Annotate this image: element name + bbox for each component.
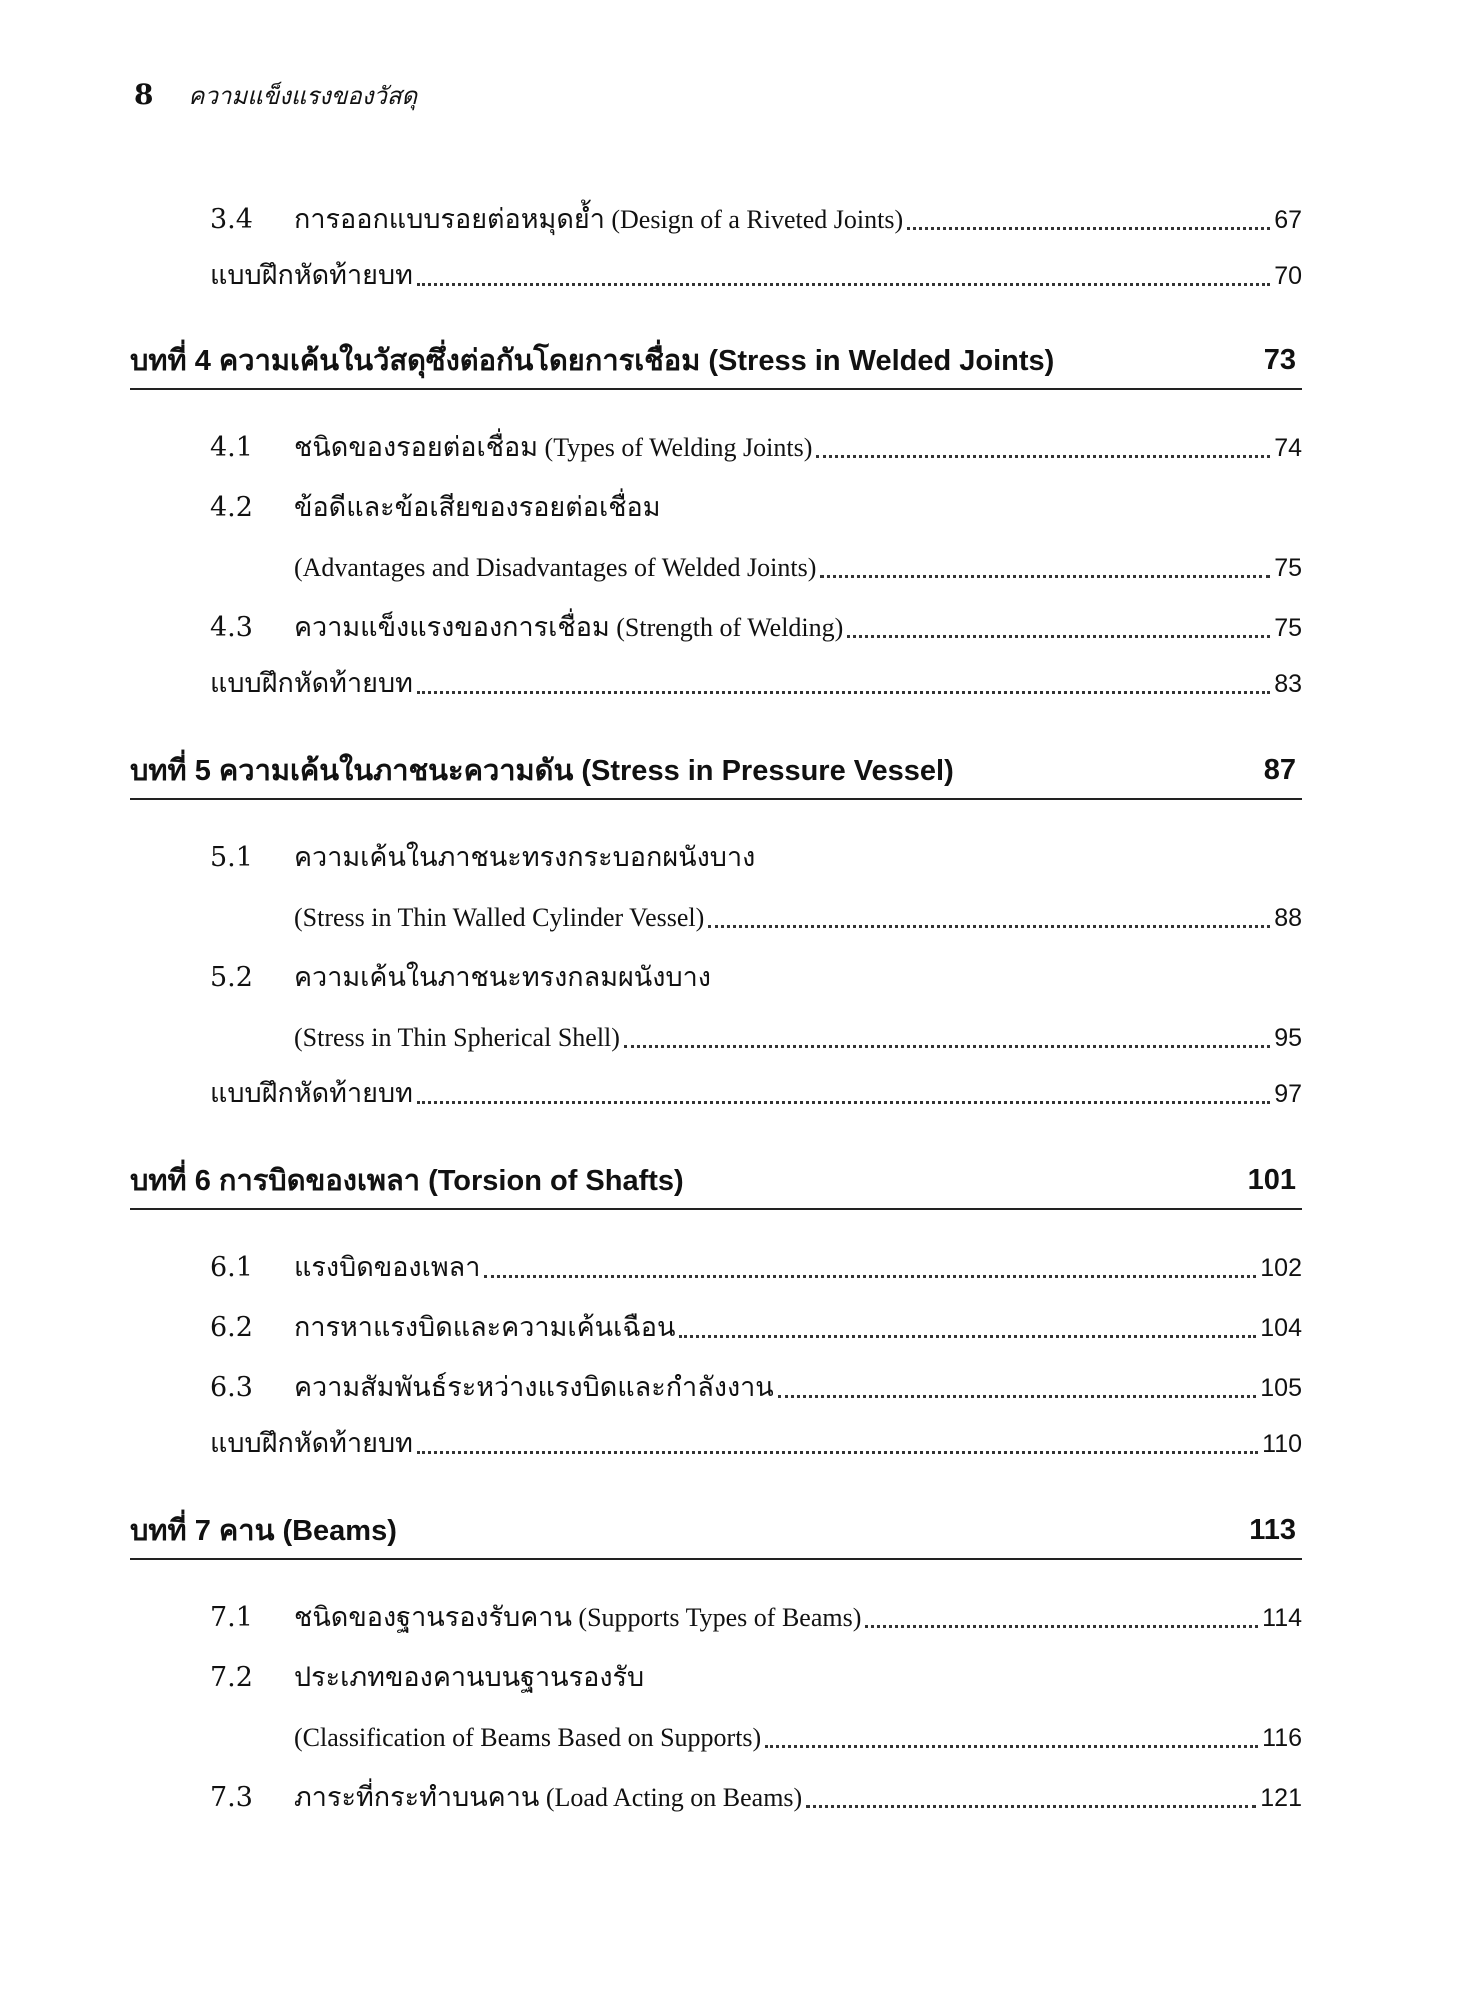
toc-entry-title-english: (Load Acting on Beams) <box>539 1783 803 1812</box>
toc-entry-title-english: (Supports Types of Beams) <box>571 1603 862 1632</box>
toc-entry-title <box>210 1074 413 1114</box>
toc-entry-title <box>294 608 843 648</box>
page-header <box>134 76 417 115</box>
toc-entry-title <box>294 1718 761 1758</box>
toc-entry-title-thai: แบบฝึกหัดท้ายบท <box>210 260 413 291</box>
toc-entry-page: 67 <box>1274 206 1302 234</box>
toc-entry-number: 5.2 <box>210 962 253 993</box>
toc-entry[interactable] <box>210 608 1302 648</box>
dot-leader <box>417 691 1270 694</box>
toc-entry-title-thai: แบบฝึกหัดท้ายบท <box>210 668 413 699</box>
toc-entry-page: 102 <box>1260 1254 1302 1282</box>
toc-entry-title <box>294 1778 802 1818</box>
toc-entry-title-english: (Types of Welding Joints) <box>538 433 813 462</box>
toc-exercise-row[interactable] <box>210 256 1302 296</box>
toc-entry-title-thai: แบบฝึกหัดท้ายบท <box>210 1078 413 1109</box>
chapter-page: 113 <box>1249 1513 1296 1546</box>
chapter-page: 87 <box>1263 753 1296 786</box>
dot-leader <box>806 1805 1256 1808</box>
toc-entry[interactable] <box>210 1308 1302 1348</box>
chapter-title: บทที่ 6 การบิดของเพลา (Torsion of Shafts) <box>130 1165 684 1197</box>
toc-entry-title <box>294 958 711 998</box>
toc-entry-title-thai: ประเภทของคานบนฐานรองรับ <box>294 1662 645 1693</box>
toc-entry[interactable] <box>210 488 1302 528</box>
toc-entry-number: 7.1 <box>210 1602 253 1633</box>
dot-leader <box>679 1335 1256 1338</box>
toc-entry-page: 75 <box>1274 554 1302 582</box>
toc-entry-title-thai: ความแข็งแรงของการเชื่อม <box>294 612 610 643</box>
toc-entry-number: 6.1 <box>210 1252 253 1283</box>
toc-entry-title <box>294 1018 620 1058</box>
toc-entry-page: 70 <box>1274 262 1302 290</box>
dot-leader <box>865 1625 1258 1628</box>
dot-leader <box>417 1451 1258 1454</box>
toc-entry-title <box>294 1598 861 1638</box>
toc-entry-title-english: (Stress in Thin Walled Cylinder Vessel) <box>294 903 705 932</box>
toc-entry-title <box>294 1248 480 1288</box>
chapter-title: บทที่ 5 ความเค้นในภาชนะความดัน (Stress in Pressure Vessel) <box>130 755 954 787</box>
toc-entry-title-thai: ข้อดีและข้อเสียของรอยต่อเชื่อม <box>294 492 661 523</box>
chapter-page: 73 <box>1263 343 1296 376</box>
chapter-heading[interactable] <box>130 1152 1302 1210</box>
running-title: ความแข็งแรงของวัสดุ <box>188 82 418 110</box>
toc-entry-page: 121 <box>1260 1784 1302 1812</box>
dot-leader <box>484 1275 1256 1278</box>
toc-entry-number: 4.2 <box>210 492 253 523</box>
toc-entry-page: 83 <box>1274 670 1302 698</box>
toc-entry[interactable] <box>294 1018 1302 1058</box>
dot-leader <box>765 1745 1258 1748</box>
toc-exercise-row[interactable] <box>210 1074 1302 1114</box>
toc-entry-title-thai: การหาแรงบิดและความเค้นเฉือน <box>294 1312 676 1343</box>
toc-entry-title <box>294 1658 644 1698</box>
toc-entry-title-english: (Stress in Thin Spherical Shell) <box>294 1023 620 1052</box>
toc-entry-title <box>294 488 661 528</box>
dot-leader <box>820 575 1270 578</box>
toc-entry-page: 95 <box>1274 1024 1302 1052</box>
chapter-title: บทที่ 4 ความเค้นในวัสดุซึ่งต่อกันโดยการเชื่อม (Stress in Welded Joints) <box>130 345 1055 377</box>
toc-entry-title-thai: การออกแบบรอยต่อหมุดย้ำ <box>294 204 605 235</box>
toc-entry-title-english: (Classification of Beams Based on Supports) <box>294 1723 762 1752</box>
chapter-heading[interactable] <box>130 742 1302 800</box>
toc-entry-number: 3.4 <box>210 204 253 235</box>
toc-entry-title-thai: ชนิดของฐานรองรับคาน <box>294 1602 572 1633</box>
toc-entry[interactable] <box>210 1778 1302 1818</box>
toc-entry[interactable] <box>210 958 1302 998</box>
toc-entry[interactable] <box>210 200 1302 240</box>
toc-entry-title-thai: แรงบิดของเพลา <box>294 1252 481 1283</box>
toc-entry-title-thai: ความสัมพันธ์ระหว่างแรงบิดและกำลังงาน <box>294 1372 774 1403</box>
toc-entry-title-english: (Design of a Riveted Joints) <box>604 205 904 234</box>
toc-entry-title <box>210 1424 413 1464</box>
toc-entry-title-thai: ชนิดของรอยต่อเชื่อม <box>294 432 539 463</box>
toc-entry[interactable] <box>210 1598 1302 1638</box>
chapter-title: บทที่ 7 คาน (Beams) <box>130 1515 397 1547</box>
toc-entry-page: 104 <box>1260 1314 1302 1342</box>
toc-entry[interactable] <box>294 548 1302 588</box>
toc-entry-number: 6.2 <box>210 1312 253 1343</box>
toc-entry[interactable] <box>210 1368 1302 1408</box>
dot-leader <box>417 1101 1270 1104</box>
toc-entry-page: 88 <box>1274 904 1302 932</box>
chapter-heading[interactable] <box>130 332 1302 390</box>
toc-entry-title <box>294 1308 675 1348</box>
toc-entry-number: 4.3 <box>210 612 253 643</box>
toc-entry-title-english: (Advantages and Disadvantages of Welded Joints) <box>294 553 817 582</box>
toc-entry-title-thai: แบบฝึกหัดท้ายบท <box>210 1428 413 1459</box>
toc-entry-title <box>294 548 816 588</box>
toc-entry-title-thai: ภาระที่กระทำบนคาน <box>294 1782 540 1813</box>
toc-entry-title <box>294 898 704 938</box>
toc-entry-title <box>294 428 812 468</box>
dot-leader <box>624 1045 1270 1048</box>
toc-entry-number: 5.1 <box>210 842 253 873</box>
dot-leader <box>847 635 1270 638</box>
toc-exercise-row[interactable] <box>210 1424 1302 1464</box>
toc-entry-title <box>294 200 903 240</box>
toc-entry[interactable] <box>294 898 1302 938</box>
toc-entry-number: 6.3 <box>210 1372 253 1403</box>
toc-entry-page: 110 <box>1262 1430 1302 1458</box>
page-number: 8 <box>134 78 154 111</box>
dot-leader <box>907 227 1270 230</box>
toc-entry-title-thai: ความเค้นในภาชนะทรงกระบอกผนังบาง <box>294 842 756 873</box>
toc-entry-page: 97 <box>1274 1080 1302 1108</box>
toc-entry[interactable] <box>210 838 1302 878</box>
toc-entry-page: 74 <box>1274 434 1302 462</box>
toc-entry-title <box>210 664 413 704</box>
toc-entry-title-thai: ความเค้นในภาชนะทรงกลมผนังบาง <box>294 962 711 993</box>
toc-entry[interactable] <box>210 1658 1302 1698</box>
dot-leader <box>816 455 1270 458</box>
toc-entry[interactable] <box>210 428 1302 468</box>
dot-leader <box>778 1395 1257 1398</box>
toc-entry[interactable] <box>210 1248 1302 1288</box>
chapter-heading[interactable] <box>130 1502 1302 1560</box>
toc-entry-title-english: (Strength of Welding) <box>609 613 844 642</box>
toc-entry-title <box>294 838 755 878</box>
toc-entry-title <box>210 256 413 296</box>
chapter-page: 101 <box>1247 1163 1296 1196</box>
toc-entry-page: 114 <box>1262 1604 1302 1632</box>
toc-entry-page: 105 <box>1260 1374 1302 1402</box>
toc-entry[interactable] <box>294 1718 1302 1758</box>
toc-entry-page: 75 <box>1274 614 1302 642</box>
toc-entry-number: 7.3 <box>210 1782 253 1813</box>
toc-entry-page: 116 <box>1262 1724 1302 1752</box>
toc-entry-number: 7.2 <box>210 1662 253 1693</box>
toc-exercise-row[interactable] <box>210 664 1302 704</box>
dot-leader <box>708 925 1270 928</box>
dot-leader <box>417 283 1270 286</box>
toc-entry-title <box>294 1368 774 1408</box>
toc-entry-number: 4.1 <box>210 432 253 463</box>
